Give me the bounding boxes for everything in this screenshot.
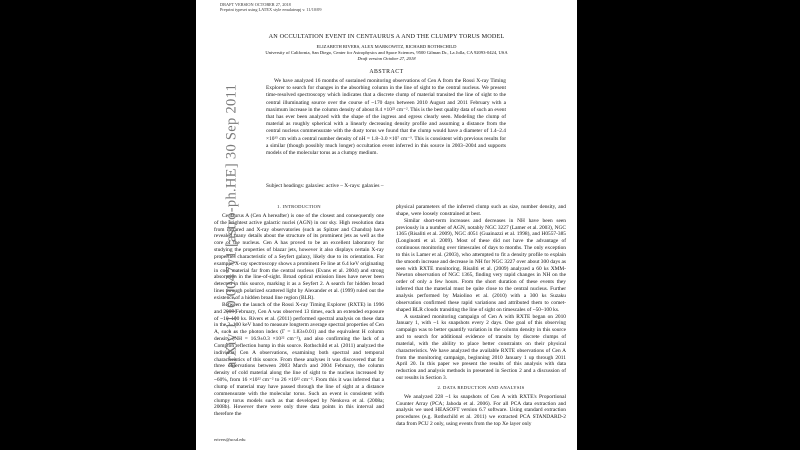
data-section-heading: 2. DATA REDUCTION AND ANALYSIS xyxy=(437,384,525,390)
right-paragraph-2: Similar short-term increases and decreases in NH have been seen previously in a number of AGN, notably NGC 3227 (Lamer et al. 2003), NGC 1365 (Risaliti et al. 2009), NGC 4051 (Guainazzi et al. 1998), and H0557-385 (Longinotti et al. 2009). Most of these did not have the advantage of continuous monitoring over timescales of days to months. The only exception to this is Lamer et al. (2003), who attempted to fit a density profile to explain the smooth increase and decrease in NH for NGC 3227 over about 300 days as seen with RXTE monitoring. Risaliti et al. (2009) analyzed a 60 ks XMM-Newton observation of NGC 1365, finding very rapid changes in NH on the order of only a few hours. From the short duration of these events they inferred that the material must be quite close to the central nucleus. Further analysis performed by Maiolino et al. (2010) with a 300 ks Suzaku observation confirmed these rapid variations and attributed them to comet-shaped BLR clouds transiting the line of sight on timescales of ~50–100 ks. xyxy=(396,217,566,313)
right-paragraph-1: physical parameters of the inferred clump such as size, number density, and shape, were loosely constrained at best. xyxy=(396,204,566,217)
draft-header: DRAFT VERSION OCTOBER 27, 2018 xyxy=(220,2,291,7)
draft-date: Draft version October 27, 2018 xyxy=(357,56,416,61)
arxiv-stamp: arXiv:1110.0047v1 [astro-ph.HE] 30 Sep 2011 xyxy=(223,83,240,369)
right-paragraph-3: A sustained monitoring campaign of Cen A with RXTE began on 2010 January 1, with ~1 ks snapshots every 2 days. One goal of this observing campaign was to better quantify variation in the column density in this source and to search for additional evidence of transits by discrete clumps of material, with the ability to place better constraints on their physical characteristics. We have analyzed the available RXTE observations of Cen A from the monitoring campaign, beginning 2010 January 1 up through 2011 April 20. In this paper we present the results of this analysis with data reduction and analysis methods in presented in Section 2 and a discussion of our results in Section 3. xyxy=(396,313,566,382)
subject-headings: Subject headings: galaxies: active – X-rays: galaxies – xyxy=(266,183,384,189)
footnote-email: erivers@ucsd.edu xyxy=(214,437,246,442)
paper-title: AN OCCULTATION EVENT IN CENTAURUS A AND THE CLUMPY TORUS MODEL xyxy=(268,33,505,40)
preprint-note: Preprint typeset using LATEX style emulateapj v. 11/10/09 xyxy=(220,7,322,12)
intro-paragraph-2: Between the launch of the Rossi X-ray Timing Explorer (RXTE) in 1996 and 2009 February, Cen A was observed 13 times, each an extended exposure of ~10–100 ks. Rivers et al. (2011) performed spectral analysis on these data in the 3–100 keV band to measure longterm average spectral properties of Cen A, such as the photon index (Γ = 1.83±0.01) and the equivalent H column density (NH = 16.9±0.3 ×10²² cm⁻²), and also confirming the lack of a Compton reflection hump in this source. Rothschild et al. (2011) analyzed the individual Cen A observations, examining both spectral and temporal characteristics of this source. From these analyses it was discovered that for three observations between 2003 March and 2004 February, the column density of cold material along the line of sight to the nucleus increased by ~60%, from 16 ×10²² cm⁻² to 26 ×10²² cm⁻². From this it was inferred that a clump of material may have passed through the line of sight at a distance commensurate with the molecular torus. Such an event is consistent with clumpy torus models such as that developed by Nenkova et al. (2008a; 2008b). However there were only three data points in this interval and therefore the xyxy=(214,301,384,418)
authors: ELIZABETH RIVERS, ALEX MARKOWITZ, RICHARD ROTHSCHILD xyxy=(316,44,457,49)
affiliation: University of California, San Diego, Center for Astrophysics and Space Sciences, 9500 Gilman Dr., La Jolla, CA 92093-0424, USA xyxy=(265,50,508,55)
right-paragraph-4: We analyzed 228 ~1 ks snapshots of Cen A with RXTE's Proportional Counter Array (PCA; Jahoda et al. 2006). For all PCA data extraction and analysis we used HEASOFT version 6.7 software. Using standard extraction procedures (e.g. Rothschild et al. 2011) we extracted PCA STANDARD-2 data from PCU 2 only, using events from the top Xe layer only xyxy=(396,393,566,428)
abstract-heading: ABSTRACT xyxy=(369,69,404,75)
abstract-text: We have analyzed 16 months of sustained monitoring observations of Cen A from the Rossi X-ray Timing Explorer to search for changes in the absorbing column in the line of sight to the central nucleus. We present time-resolved spectroscopy which indicates that a discrete clump of material transited the line of sight to the central illuminating source over the course of ~170 days between 2010 August and 2011 February with a maximum increase in the column density of about 8.4 ×10²² cm⁻². This is the best quality data of such an event that has ever been analyzed with the shape of the ingress and egress clearly seen. Modeling the clump of material as roughly spherical with a linearly decreasing density profile and assuming a distance from the central nucleus commensurate with the dusty torus we found that the clump would have a diameter of 1.4–2.4 ×10¹⁵ cm with a central number density of nH = 1.8–3.0 ×10⁷ cm⁻³. This is consistent with previous results for a similar (though possibly much longer) occultation event inferred in this source in 2003–2004 and supports models of the molecular torus as a clumpy medium. xyxy=(266,78,506,157)
paper-page xyxy=(196,0,577,450)
intro-paragraph-1: Centaurus A (Cen A hereafter) is one of the closest and consequently one of the brightest active galactic nuclei (AGN) in our sky. High resolution data from infrared and X-ray observatories (such as Spitzer and Chandra) have revealed many details about the structure of its prominent jets as well as the core of the nucleus. Cen A has proved to be an excellent laboratory for studying the properties of blazar jets, however it also displays certain X-ray properties characteristic of a Seyfert galaxy, likely due to its orientation. For example, X-ray spectroscopy shows a prominent Fe line at 6.4 keV originating in cool material far from the central nucleus (Evans et al. 2004) and strong absorption in the line-of-sight. Broad optical emission lines have never been detected in this source, marking it as a Seyfert 2. A search for hidden broad lines through polarized scattered light by Alexander et al. (1999) ruled out the existence of a hidden broad line region (BLR). xyxy=(214,212,384,301)
intro-heading: 1. INTRODUCTION xyxy=(277,204,321,209)
right-column xyxy=(396,204,566,428)
